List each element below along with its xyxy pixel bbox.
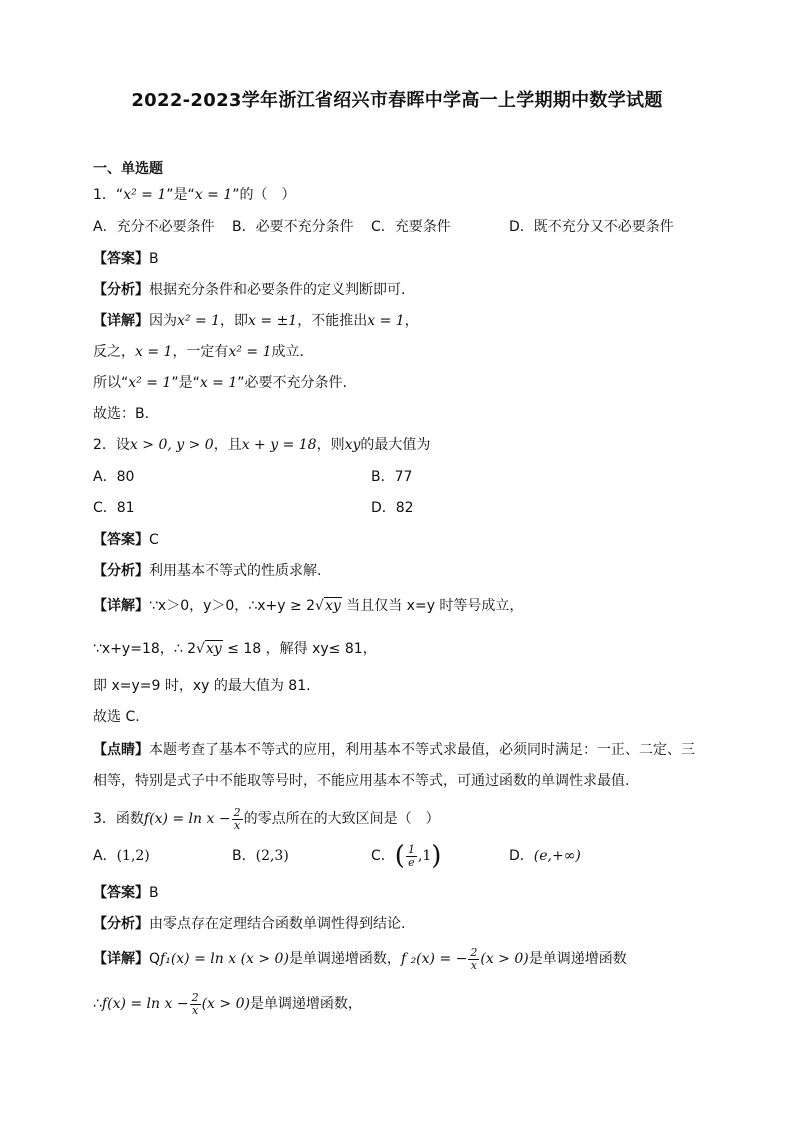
question-1-answer bbox=[93, 250, 159, 268]
question-3-stem bbox=[93, 806, 440, 832]
detail-text: 所以“ bbox=[93, 375, 129, 391]
answer-value: B bbox=[149, 885, 159, 901]
question-2-option-d: D．82 bbox=[371, 500, 414, 516]
question-2-option-c: C．81 bbox=[93, 500, 135, 516]
math-expression: x = 1 bbox=[367, 313, 405, 329]
math-expression: x² = 1 bbox=[228, 344, 272, 360]
question-1-option-a: A．充分不必要条件 bbox=[93, 219, 215, 235]
question-2-stem bbox=[93, 436, 430, 454]
answer-value: B bbox=[149, 251, 159, 267]
fraction-denominator: x bbox=[470, 958, 477, 972]
detail-tag: 【详解】 bbox=[93, 313, 149, 329]
math-expression: x² = 1 bbox=[177, 313, 221, 329]
detail-text: 是单调递增函数， bbox=[249, 996, 362, 1012]
radicand: xy bbox=[205, 641, 222, 657]
math-expression: f ₂(x) = − bbox=[400, 951, 468, 967]
answer-tag: 【答案】 bbox=[93, 532, 149, 548]
detail-text: 因为 bbox=[149, 313, 177, 329]
section-heading: 一、单选题 bbox=[93, 161, 163, 177]
analysis-text: 根据充分条件和必要条件的定义判断即可. bbox=[149, 282, 406, 298]
math-expression: x² = 1 bbox=[128, 375, 172, 391]
question-1-detail-line-1 bbox=[93, 312, 419, 330]
question-1-option-d: D．既不充分又不必要条件 bbox=[509, 219, 674, 235]
question-1-analysis bbox=[93, 281, 405, 299]
fraction-numerator: 2 bbox=[233, 805, 241, 819]
analysis-text: 利用基本不等式的性质求解. bbox=[149, 563, 322, 579]
analysis-tag: 【分析】 bbox=[93, 282, 149, 298]
analysis-tag: 【分析】 bbox=[93, 563, 149, 579]
detail-text: ∴ bbox=[93, 996, 102, 1012]
question-1-option-c: C．充要条件 bbox=[371, 219, 451, 235]
math-expression: x = ±1 bbox=[248, 313, 298, 329]
stem-text: ，且 bbox=[213, 437, 242, 453]
question-number: 2． bbox=[93, 437, 116, 453]
question-2-detail-line-2 bbox=[93, 640, 377, 658]
question-1-detail-line-3 bbox=[93, 374, 347, 392]
question-2-analysis bbox=[93, 562, 321, 580]
detail-text: ∵x+y=18，∴ 2 bbox=[93, 641, 197, 657]
analysis-tag: 【分析】 bbox=[93, 916, 149, 932]
math-expression: xy bbox=[344, 437, 361, 453]
stem-text: ，则 bbox=[316, 437, 345, 453]
math-expression: x + y = 18 bbox=[241, 437, 317, 453]
math-expression: f(x) = ln x − bbox=[101, 996, 189, 1012]
paren-open: ( bbox=[394, 841, 405, 871]
stem-text: “ bbox=[115, 187, 124, 203]
detail-text: 反之， bbox=[93, 344, 135, 360]
detail-tag: 【详解】 bbox=[93, 598, 149, 614]
sqrt-expression: √xy bbox=[196, 641, 222, 657]
question-3-option-c bbox=[371, 838, 441, 874]
comment-tag: 【点睛】 bbox=[93, 742, 149, 758]
question-2-option-b: B．77 bbox=[371, 469, 413, 485]
question-number: 3． bbox=[93, 811, 116, 827]
detail-text: Q bbox=[149, 951, 161, 967]
question-2-comment-line-2: 相等，特别是式子中不能取等号时，不能应用基本不等式，可通过函数的单调性求最值. bbox=[93, 773, 630, 789]
question-2-comment-line-1 bbox=[93, 741, 695, 759]
question-1-option-b: B．必要不充分条件 bbox=[232, 219, 354, 235]
detail-tag: 【详解】 bbox=[93, 951, 149, 967]
math-expression: f₁(x) = ln x (x > 0) bbox=[160, 951, 289, 967]
math-expression: (x > 0) bbox=[480, 951, 529, 967]
math-expression: x = 1 bbox=[194, 187, 233, 203]
question-2-answer bbox=[93, 531, 159, 549]
fraction-denominator: e bbox=[408, 855, 415, 869]
question-2-detail-line-1 bbox=[93, 597, 523, 615]
question-2-conclusion: 故选 C. bbox=[93, 709, 140, 725]
analysis-text: 由零点存在定理结合函数单调性得到结论. bbox=[149, 916, 406, 932]
question-3-option-b bbox=[232, 847, 289, 865]
fraction-numerator: 2 bbox=[191, 990, 199, 1004]
answer-tag: 【答案】 bbox=[93, 251, 149, 267]
fraction bbox=[468, 947, 479, 972]
stem-text: 设 bbox=[115, 437, 130, 453]
detail-text: ，不能推出 bbox=[297, 313, 368, 329]
math-expression: (e,+∞) bbox=[533, 848, 581, 864]
question-2-option-a: A．80 bbox=[93, 469, 135, 485]
question-3-analysis bbox=[93, 915, 405, 933]
option-label: A． bbox=[93, 848, 117, 864]
detail-text: ”必要不充分条件. bbox=[237, 375, 347, 391]
stem-text: 的最大值为 bbox=[360, 437, 431, 453]
question-3-answer bbox=[93, 884, 159, 902]
math-expression: ,1 bbox=[417, 848, 432, 864]
math-expression: (1,2) bbox=[116, 848, 150, 864]
fraction-denominator: x bbox=[233, 818, 241, 832]
paren-close: ) bbox=[431, 841, 442, 871]
detail-text: ≤ 18 ，解得 xy≤ 81， bbox=[222, 641, 377, 657]
math-expression: x = 1 bbox=[199, 375, 238, 391]
math-expression: x = 1 bbox=[135, 344, 173, 360]
comment-text: 本题考查了基本不等式的应用，利用基本不等式求最值，必须同时满足：一正、二定、三 bbox=[149, 742, 695, 758]
answer-tag: 【答案】 bbox=[93, 885, 149, 901]
math-expression: x > 0, y > 0 bbox=[129, 437, 214, 453]
stem-text: ”是“ bbox=[166, 187, 195, 203]
question-2-detail-line-3: 即 x=y=9 时，xy 的最大值为 81. bbox=[93, 678, 311, 694]
question-1-stem bbox=[93, 186, 295, 204]
fraction-numerator: 1 bbox=[407, 842, 415, 856]
stem-text: 函数 bbox=[115, 811, 144, 827]
math-expression: x² = 1 bbox=[123, 187, 167, 203]
question-3-option-d bbox=[509, 847, 581, 865]
fraction bbox=[406, 844, 417, 869]
radicand: xy bbox=[324, 598, 341, 614]
math-expression: (2,3) bbox=[255, 848, 289, 864]
question-1-detail-line-2 bbox=[93, 343, 313, 361]
page-title: 2022-2023学年浙江省绍兴市春晖中学高一上学期期中数学试题 bbox=[131, 90, 663, 111]
detail-text: ， bbox=[404, 313, 419, 329]
math-expression: f(x) = ln x − bbox=[143, 811, 231, 827]
detail-text: ，一定有 bbox=[172, 344, 229, 360]
detail-text: ，即 bbox=[220, 313, 249, 329]
question-number: 1． bbox=[93, 187, 116, 203]
detail-text: 是单调递增函数， bbox=[288, 951, 401, 967]
fraction bbox=[232, 807, 243, 832]
answer-value: C bbox=[149, 532, 159, 548]
question-3-detail-line-1 bbox=[93, 946, 627, 972]
stem-text: ”的（ ） bbox=[232, 187, 296, 203]
detail-text: ”是“ bbox=[171, 375, 200, 391]
option-label: D． bbox=[509, 848, 534, 864]
stem-text: 的零点所在的大致区间是（ ） bbox=[243, 811, 440, 827]
question-1-conclusion: 故选：B. bbox=[93, 406, 150, 422]
fraction-numerator: 2 bbox=[470, 945, 478, 959]
detail-text: ∵x＞0，y＞0，∴x+y ≥ 2 bbox=[149, 598, 316, 614]
detail-text: 当且仅当 x=y 时等号成立， bbox=[341, 598, 524, 614]
option-label: B． bbox=[232, 848, 256, 864]
fraction bbox=[190, 992, 201, 1017]
sqrt-expression: √xy bbox=[315, 598, 341, 614]
question-3-detail-line-2 bbox=[93, 991, 362, 1017]
option-label: C． bbox=[371, 848, 395, 864]
detail-text: 成立． bbox=[271, 344, 314, 360]
detail-text: 是单调递增函数 bbox=[528, 951, 627, 967]
question-3-option-a bbox=[93, 847, 150, 865]
fraction-denominator: x bbox=[191, 1003, 199, 1017]
math-expression: (x > 0) bbox=[201, 996, 250, 1012]
